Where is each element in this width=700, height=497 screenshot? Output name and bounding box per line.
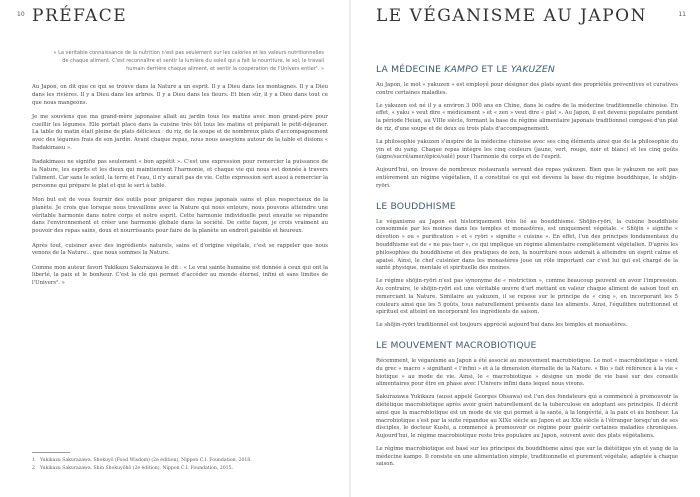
heading-text: ET LE	[478, 64, 511, 75]
section-heading-kampo-yakuzen	[376, 64, 678, 75]
paragraph: Le régime shōjin-ryōri n'est pas synonyme de « restriction », comme beaucoup peuvent en avoir l'impression. Au contraire, le shōjin-ryōri est une véritable œuvre d'art mettant en valeur chaque aliment de saison tout en remerciant la Nature. Similaire au yakuzen, il se repose sur le principe de « cinq », en incorporant les 5 couleurs ainsi que les 5 goûts, tous naturellement présents dans les aliments. Ainsi, l'équilibre nutritionnel et spirituel est atteint en incorporant les ingrédients de saison.	[376, 278, 678, 316]
paragraph: Au Japon, le mot « yakuzen » est employé pour désigner des plats ayant des propriétés préventives et curatives contre certaines maladies.	[376, 82, 678, 96]
paragraph: Mon but est de vous fournir des outils pour préparer des repas japonais sains et plus respectueux de la planète. Je crois que lorsque nous travaillons avec la Nature qui nous entoure, nous pouvons atteindre une véritable harmonie dans notre corps et notre esprit. Cette harmonie individuelle peut ensuite se répandre dans l'environnement et créer une harmonie globale dans la société. De cette façon, je crois vraiment au pouvoir des repas sains, doux et nourrissants pour faire de la planète un endroit paisible et heureux.	[32, 197, 328, 235]
footnote-number: 1	[32, 458, 35, 463]
footnote	[32, 465, 328, 473]
paragraph: Le shōjin-ryōri traditionnel est toujours apprécié aujourd'hui dans les temples et monastères.	[376, 322, 628, 329]
paragraph: Le régime macrobiotique est basé sur les principes du bouddhisme ainsi que sur la diététique yin et yang de la médecine kampo. Il consiste en une alimentation simple, traditionnelle et purement végétale, adaptée à chaque saison.	[376, 445, 678, 468]
veganism-body	[376, 64, 678, 474]
footnote-divider	[32, 452, 70, 453]
paragraph: Au Japon, on dit que ce qui se trouve dans la Nature a un esprit. Il y a Dieu dans les montagnes. Il y a Dieu dans les rivières. Il y a Dieu dans les arbres. Il y a Dieu dans les fleurs. Et bien sûr, il y a Dieu dans tout ce que nous mangeons.	[32, 84, 328, 106]
footnote	[32, 457, 328, 465]
paragraph: Le yakuzen est né il y a environ 3 000 ans en Chine, dans le cadre de la médecine traditionnelle chinoise. En effet, « yaku » veut dire « médicament » et « zen » veut dire « plat ». Au Japon, il est devenu populaire pendant la période Heian, au VIIIe siècle, formant la base du régime alimentaire japonais traditionnel composé d'un plat de riz, d'une soupe et de deux ou trois plats d'accompagnement.	[376, 102, 678, 132]
page-title-preface: PRÉFACE	[32, 6, 128, 26]
paragraph: Itadakimasu ne signifie pas seulement « bon appétit ». C'est une expression pour remercier la puissance de la Nature, les esprits et les dieux qui maintiennent l'harmonie, et chaque vie qui nous est donnée à travers l'aliment. Car sans le soleil, la terre et l'eau, il n'y aurait pas de vie. Cette expression sert aussi à remercier la personne qui prépare le plat et qui le sert à table.	[32, 159, 328, 189]
footnote-text: Yukikazu Sakurazawa, Shin Shokuyōhō (2e édition), Nippon C.I. Foundation, 2015.	[40, 465, 233, 471]
footnotes	[32, 457, 328, 472]
paragraph: La philosophie yakuzen s'inspire de la médecine chinoise avec ses cinq éléments ainsi que de la philosophie du yin et du yang. Chaque repas intègre les cinq couleurs (jaune, vert, rouge, noir et blanc) et les cinq goûts (aigre/sucré/amer/épicé/salé) pour l'harmonie du corps et de l'esprit.	[376, 138, 678, 161]
paragraph: Je me souviens que ma grand-mère japonaise allait au jardin tous les matins avec mon grand-père pour cueillir les légumes. Elle portait place dans la cuisine très tôt tous les matins et préparait le petit-déjeuner. La table du matin était pleine de plats délicieux : du riz, de la soupe et de nombreux plats d'accompagnement avec des légumes frais de son jardin. Avant chaque repas, nous nous asseyions autour de la table et disions « Itadakimasu ».	[32, 113, 328, 152]
heading-text: LA MÉDECINE	[376, 64, 445, 75]
right-page	[350, 0, 700, 497]
epigraph-quote: « La véritable connaissance de la nutrition n'est pas seulement sur les calories et les valeurs nutritionnelles de chaque aliment. C'est reconnaître et sentir la lumière du soleil qui a fait la nourriture, le sol, le travail humain derrière chaque aliment, et sentir la coopération de l'Univers entier¹. »	[53, 50, 324, 72]
page-number-right: 11	[678, 11, 686, 18]
paragraph: Aujourd'hui, on trouve de nombreux restaurants servant des repas yakuzen. Bien que le yakuzen ne soit pas entièrement un régime végétalien, il a constitué ce qui est devenu la base du régime bouddhique, le shōjin-ryōri.	[376, 167, 678, 189]
paragraph: Comme mon auteur favori Yukikazu Sakurazawa le dit : « Le vrai sainte humaine est donnée à ceux qui ont la liberté, la paix et le bonheur. C'est la clé qui permet d'accéder au monde éternel, infini et sans limites de l'Univers². »	[32, 264, 328, 287]
heading-text-italic: KAMPO	[444, 64, 479, 75]
paragraph: Après tout, cuisiner avec des ingrédients naturels, sains et d'origine végétale, c'est se rappeler que nous venons de la Nature... que nous sommes la Nature.	[32, 242, 328, 257]
paragraph: Récemment, le véganisme au Japon a été associé au mouvement macrobiotique. Le mot « macrobiotique » vient du grec « macro » signifiant « l'infini » et à la dimension éternelle de la Nature. « Bio » fait référence à la vie « biotique » au mode de vie. Ainsi, le « macrobiotique » désigne un mode de vie basé sur des conseils alimentaires pour être en phase avec l'Univers infini dans lequel nous vivons.	[376, 357, 678, 388]
footnote-number: 2	[32, 465, 35, 471]
heading-text-italic: YAKUZEN	[510, 64, 555, 75]
page-number-left: 10	[17, 11, 25, 18]
page-title-veganism: LE VÉGANISME AU JAPON	[376, 6, 647, 26]
section-heading-buddhism: LE BOUDDHISME	[376, 200, 456, 212]
preface-body	[32, 84, 328, 295]
paragraph: Sakurazawa Yukikazu (aussi appelé Georges Ohsawa) est l'un des fondateurs qui a commencé à promouvoir la diététique macrobiotique après avoir guéri naturellement de la tuberculose en adoptant ses principes. Il décrit ainsi que la macrobiotique est un mode de vie qui permet à la santé, à la longévité, à la paix et au bonheur. La macrobiotique s'est par la suite répandue au XIXe siècle au Japon et au XXe siècle à l'étranger lorsqu'un de ses disciples, le docteur Kushi, a commencé à promouvoir ce régime pour guérir certaines maladies chroniques. Aujourd'hui, le régime macrobiotique reste très populaire au Japon, souvent avec des plats végétaliens.	[376, 394, 678, 440]
section-heading-macrobiotic: LE MOUVEMENT MACROBIOTIQUE	[376, 339, 537, 351]
paragraph: Le véganisme au Japon est historiquement très lié au bouddhisme. Shōjin-ryōri, la cuisine bouddhiste consommée par les moines dans les temples et monastères, est uniquement végétale. « Shōjin » signifie « dévotion » ou « purification » et « ryōri » signifie « cuisine ». En effet, l'un des principes fondamentaux du bouddhisme est de « ne pas tuer », ce qui implique un régime alimentaire complètement végétalien. D'après les philosophies du bouddhisme et des pratiques de zen, la nourriture nous aiderait à atteindre un esprit calme et apaisé. Ainsi, le chef cuisinier dans les monastères joue un rôle important car c'est lui qui est chargé de la santé physique, mentale et spirituelle des moines.	[376, 218, 678, 272]
footnote-text: Yukikazu Sakurazawa, Shokuyō (Food Wisdom) (2e édition), Nippon C.I. Foundation, 2018.	[40, 458, 252, 463]
